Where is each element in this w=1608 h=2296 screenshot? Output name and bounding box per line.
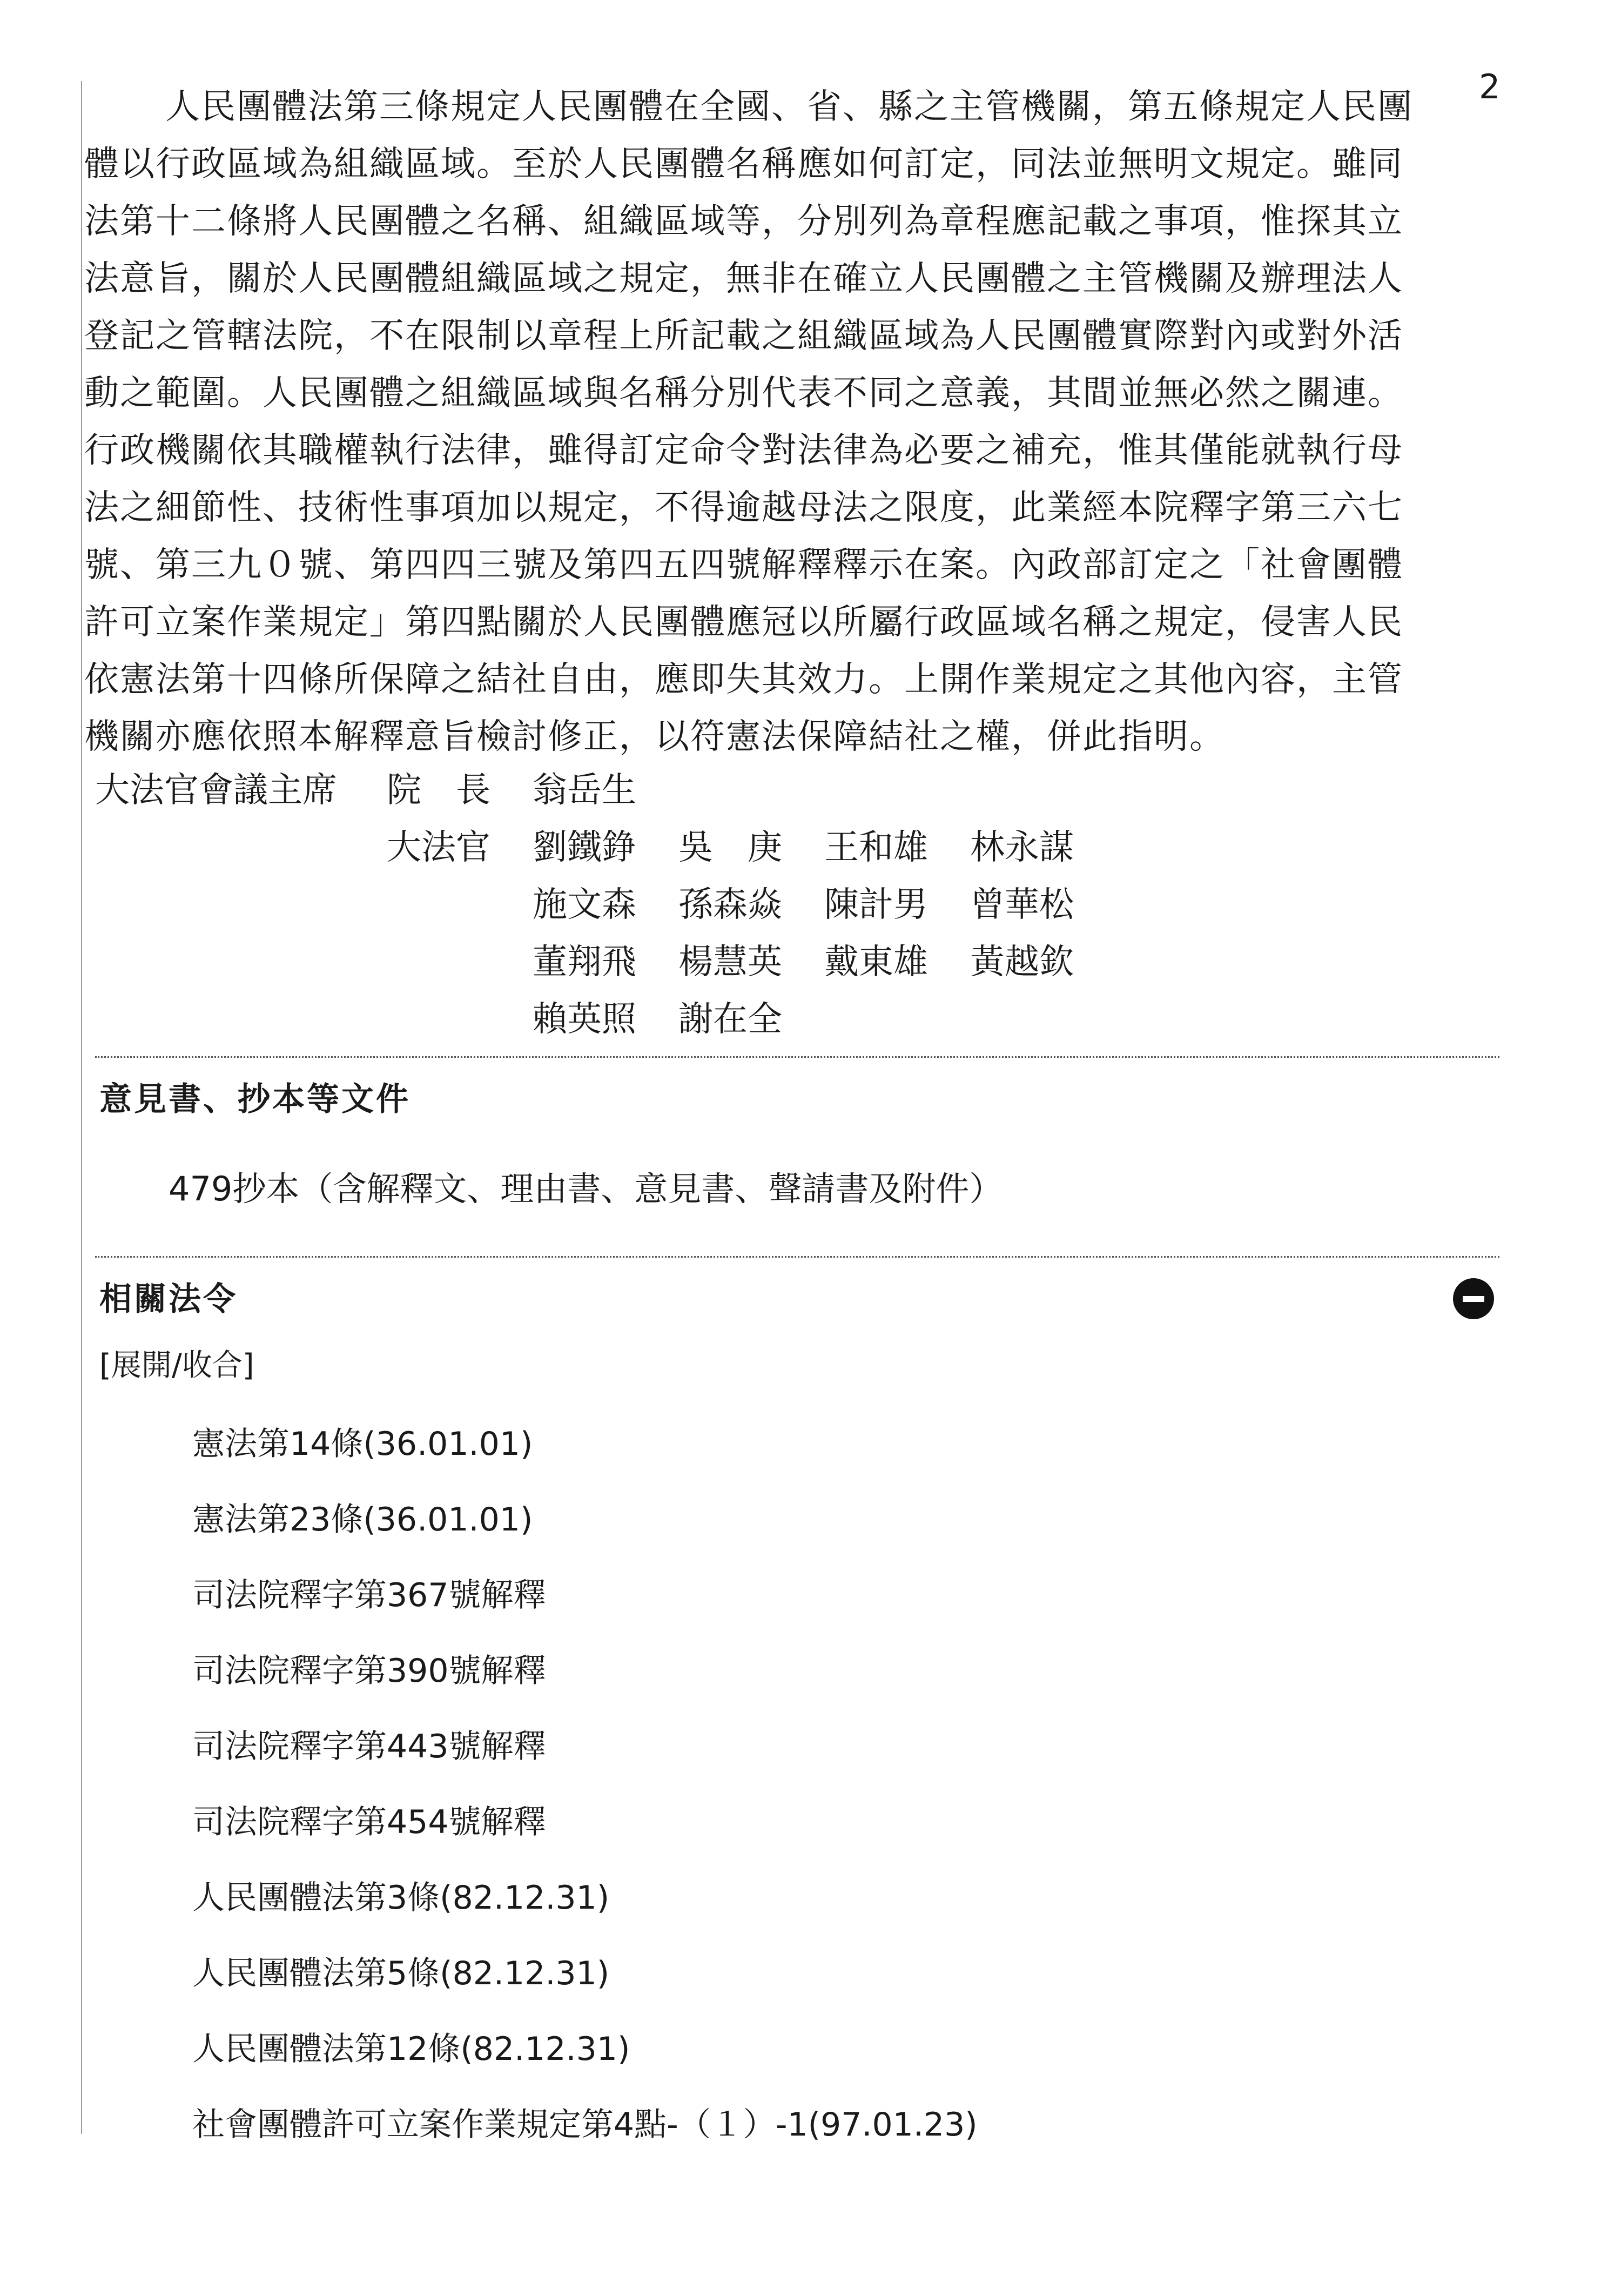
section-divider <box>95 1256 1499 1258</box>
justice-name: 董翔飛 <box>533 942 636 982</box>
paragraph-line: 許可立案作業規定」第四點關於人民團體應冠以所屬行政區域名稱之規定，侵害人民 <box>84 602 1403 642</box>
justice-name: 林永謀 <box>970 828 1074 868</box>
justice-name: 曾華松 <box>970 885 1074 925</box>
paragraph-line: 機關亦應依照本解釋意旨檢討修正，以符憲法保障結社之權，併此指明。 <box>84 717 1225 757</box>
opinions-section-title: 意見書、抄本等文件 <box>99 1080 411 1118</box>
section-divider <box>95 1056 1499 1058</box>
law-link[interactable]: 憲法第23條(36.01.01) <box>192 1501 533 1539</box>
justice-name: 吳 庚 <box>678 828 782 868</box>
justice-name: 黃越欽 <box>970 942 1074 982</box>
chair-row <box>95 762 1074 819</box>
paragraph-line: 號、第三九０號、第四四三號及第四五四號解釋釋示在案。內政部訂定之「社會團體 <box>84 545 1403 585</box>
paragraph-line: 依憲法第十四條所保障之結社自由，應即失其效力。上開作業規定之其他內容，主管 <box>84 660 1403 700</box>
justice-name: 楊慧英 <box>678 942 782 982</box>
paragraph-line: 法之細節性、技術性事項加以規定，不得逾越母法之限度，此業經本院釋字第三六七 <box>84 488 1403 528</box>
paragraph-line: 動之範圍。人民團體之組織區域與名稱分別代表不同之意義，其間並無必然之關連。 <box>84 373 1403 413</box>
justices-row <box>95 819 1074 876</box>
justice-name: 孫森焱 <box>678 885 782 925</box>
law-link[interactable]: 司法院釋字第390號解釋 <box>192 1652 546 1690</box>
justice-name: 王和雄 <box>824 828 928 868</box>
law-link[interactable]: 社會團體許可立案作業規定第4點-（１）-1(97.01.23) <box>192 2106 978 2144</box>
law-link[interactable]: 司法院釋字第454號解釋 <box>192 1803 546 1841</box>
paragraph-line: 登記之管轄法院，不在限制以章程上所記載之組織區域為人民團體實際對內或對外活 <box>84 316 1403 356</box>
justice-name: 陳計男 <box>824 885 928 925</box>
copy-document-link[interactable]: 479抄本（含解釋文、理由書、意見書、聲請書及附件） <box>169 1169 1003 1209</box>
law-link[interactable]: 司法院釋字第443號解釋 <box>192 1728 546 1765</box>
chair-title: 大法官會議主席 <box>95 770 337 810</box>
justice-name: 施文森 <box>533 885 636 925</box>
collapse-icon[interactable] <box>1453 1278 1494 1319</box>
paragraph-line: 體以行政區域為組織區域。至於人民團體名稱應如何訂定，同法並無明文規定。雖同 <box>84 144 1403 184</box>
interpretation-paragraph <box>84 78 1445 766</box>
justices-row <box>95 876 1074 934</box>
justice-name: 劉鐵錚 <box>533 828 636 868</box>
justices-row <box>95 991 1074 1048</box>
law-link[interactable]: 人民團體法第3條(82.12.31) <box>192 1879 610 1917</box>
paragraph-line: 法第十二條將人民團體之名稱、組織區域等，分別列為章程應記載之事項，惟探其立 <box>84 202 1403 241</box>
left-margin-rule <box>81 81 82 2134</box>
page-number: 2 <box>1479 67 1501 106</box>
law-link[interactable]: 司法院釋字第367號解釋 <box>192 1576 546 1614</box>
justice-name: 戴東雄 <box>824 942 928 982</box>
chair-role: 院 長 <box>387 770 490 810</box>
paragraph-line: 法意旨，關於人民團體組織區域之規定，無非在確立人民團體之主管機關及辦理法人 <box>84 259 1403 299</box>
chair-name: 翁岳生 <box>533 770 636 810</box>
justices-row <box>95 934 1074 991</box>
law-link[interactable]: 憲法第14條(36.01.01) <box>192 1425 533 1463</box>
justices-title: 大法官 <box>387 828 490 868</box>
paragraph-line: 行政機關依其職權執行法律，雖得訂定命令對法律為必要之補充，惟其僅能就執行母 <box>84 431 1403 471</box>
expand-collapse-toggle[interactable]: [展開/收合] <box>99 1348 254 1383</box>
related-laws-list <box>192 1406 978 2163</box>
justice-name: 謝在全 <box>678 999 782 1039</box>
justice-name: 賴英照 <box>533 999 636 1039</box>
laws-section-title: 相關法令 <box>99 1280 238 1318</box>
law-link[interactable]: 人民團體法第12條(82.12.31) <box>192 2030 630 2068</box>
paragraph-line: 人民團體法第三條規定人民團體在全國、省、縣之主管機關，第五條規定人民團 <box>165 87 1413 127</box>
signature-block <box>95 762 1074 1048</box>
law-link[interactable]: 人民團體法第5條(82.12.31) <box>192 1955 610 1992</box>
